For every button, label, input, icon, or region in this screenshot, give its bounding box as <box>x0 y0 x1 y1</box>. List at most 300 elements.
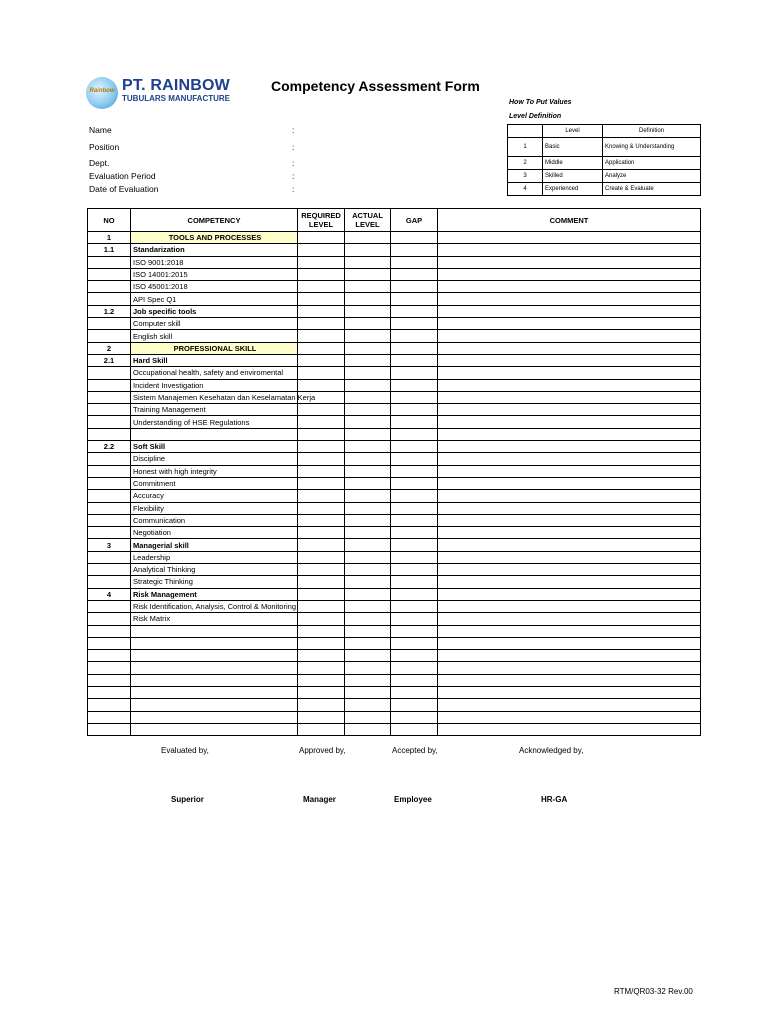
row-number <box>88 576 131 588</box>
name-label: Name <box>89 125 112 135</box>
competency-name <box>131 711 298 723</box>
evaluated-by-label: Evaluated by, <box>161 746 209 755</box>
competency-name: Job specific tools <box>131 305 298 317</box>
level-name: Basic <box>543 138 603 157</box>
required-level-cell[interactable] <box>298 600 345 612</box>
gap-cell[interactable] <box>391 330 438 342</box>
gap-cell[interactable] <box>391 576 438 588</box>
competency-name: Hard Skill <box>131 354 298 366</box>
actual-level-cell[interactable] <box>345 367 391 379</box>
actual-level-cell[interactable] <box>345 391 391 403</box>
actual-level-cell[interactable] <box>345 662 391 674</box>
competency-row <box>88 686 701 698</box>
required-level-cell[interactable] <box>298 588 345 600</box>
comment-cell[interactable] <box>438 293 701 305</box>
actual-level-cell[interactable] <box>345 490 391 502</box>
actual-level-cell[interactable] <box>345 416 391 428</box>
competency-name: API Spec Q1 <box>131 293 298 305</box>
comment-cell[interactable] <box>438 699 701 711</box>
actual-level-cell[interactable] <box>345 232 391 244</box>
required-level-cell[interactable] <box>298 539 345 551</box>
required-level-cell[interactable] <box>298 244 345 256</box>
competency-name: Commitment <box>131 477 298 489</box>
row-number <box>88 674 131 686</box>
actual-level-cell[interactable] <box>345 354 391 366</box>
date-of-evaluation-field[interactable]: : <box>292 184 295 194</box>
competency-row <box>88 244 701 256</box>
required-level-cell[interactable] <box>298 367 345 379</box>
comment-cell[interactable] <box>438 674 701 686</box>
competency-row <box>88 514 701 526</box>
competency-row <box>88 453 701 465</box>
required-level-cell[interactable] <box>298 404 345 416</box>
comment-cell[interactable] <box>438 600 701 612</box>
competency-name: Risk Management <box>131 588 298 600</box>
level-row <box>508 170 701 183</box>
gap-cell[interactable] <box>391 613 438 625</box>
comment-cell[interactable] <box>438 342 701 354</box>
required-level-cell[interactable] <box>298 490 345 502</box>
actual-level-cell[interactable] <box>345 686 391 698</box>
level-header: Level <box>543 125 603 138</box>
competency-row <box>88 354 701 366</box>
competency-name: Discipline <box>131 453 298 465</box>
comment-cell[interactable] <box>438 453 701 465</box>
actual-level-cell[interactable] <box>345 268 391 280</box>
competency-row <box>88 662 701 674</box>
rainbow-emblem-icon <box>86 77 118 109</box>
row-number <box>88 711 131 723</box>
row-number <box>88 686 131 698</box>
comment-cell[interactable] <box>438 686 701 698</box>
competency-name: Risk Matrix <box>131 613 298 625</box>
no-header: NO <box>88 209 131 232</box>
level-name: Experienced <box>543 183 603 196</box>
document-code: RTM/QR03-32 Rev.00 <box>614 987 693 996</box>
actual-level-cell[interactable] <box>345 674 391 686</box>
row-number <box>88 367 131 379</box>
actual-level-cell[interactable] <box>345 342 391 354</box>
required-level-cell[interactable] <box>298 330 345 342</box>
actual-level-cell[interactable] <box>345 625 391 637</box>
level-definition: Knowing & Understanding <box>603 138 701 157</box>
competency-row <box>88 404 701 416</box>
comment-cell[interactable] <box>438 637 701 649</box>
required-level-cell[interactable] <box>298 711 345 723</box>
competency-row <box>88 305 701 317</box>
superior-signature: Superior <box>171 795 204 804</box>
actual-level-cell[interactable] <box>345 281 391 293</box>
row-number: 4 <box>88 588 131 600</box>
emblem-text: Rainbow <box>89 88 115 94</box>
comment-cell[interactable] <box>438 379 701 391</box>
required-level-cell[interactable] <box>298 674 345 686</box>
comment-cell[interactable] <box>438 551 701 563</box>
comment-cell[interactable] <box>438 588 701 600</box>
comment-cell[interactable] <box>438 625 701 637</box>
form-title: Competency Assessment Form <box>271 78 480 94</box>
comment-cell[interactable] <box>438 490 701 502</box>
competency-row <box>88 711 701 723</box>
actual-level-cell[interactable] <box>345 551 391 563</box>
actual-level-cell[interactable] <box>345 330 391 342</box>
required-level-cell[interactable] <box>298 354 345 366</box>
gap-cell[interactable] <box>391 674 438 686</box>
required-level-cell[interactable] <box>298 268 345 280</box>
required-level-cell[interactable] <box>298 576 345 588</box>
required-level-cell[interactable] <box>298 527 345 539</box>
competency-name: Leadership <box>131 551 298 563</box>
company-name: PT. RAINBOW <box>122 77 230 94</box>
competency-row <box>88 502 701 514</box>
date-of-evaluation-label: Date of Evaluation <box>89 184 159 194</box>
row-number <box>88 453 131 465</box>
dept-label: Dept. <box>89 158 110 168</box>
actual-level-cell[interactable] <box>345 564 391 576</box>
required-level-cell[interactable] <box>298 613 345 625</box>
gap-cell[interactable] <box>391 293 438 305</box>
company-subtitle: TUBULARS MANUFACTURE <box>122 94 230 103</box>
comment-cell[interactable] <box>438 723 701 735</box>
comment-cell[interactable] <box>438 354 701 366</box>
actual-level-cell[interactable] <box>345 514 391 526</box>
competency-row <box>88 699 701 711</box>
competency-row <box>88 600 701 612</box>
required-level-cell[interactable] <box>298 256 345 268</box>
actual-level-cell[interactable] <box>345 404 391 416</box>
comment-cell[interactable] <box>438 564 701 576</box>
required-level-label: LEVEL <box>308 220 334 229</box>
gap-cell[interactable] <box>391 490 438 502</box>
required-level-cell[interactable] <box>298 281 345 293</box>
comment-cell[interactable] <box>438 613 701 625</box>
required-level-cell[interactable] <box>298 551 345 563</box>
row-number <box>88 330 131 342</box>
required-level-cell[interactable] <box>298 637 345 649</box>
gap-cell[interactable] <box>391 318 438 330</box>
required-level-cell[interactable] <box>298 686 345 698</box>
row-number <box>88 428 131 440</box>
competency-row <box>88 318 701 330</box>
competency-name: Computer skill <box>131 318 298 330</box>
competency-name: Training Management <box>131 404 298 416</box>
gap-cell[interactable] <box>391 256 438 268</box>
gap-cell[interactable] <box>391 453 438 465</box>
competency-name <box>131 662 298 674</box>
required-level-cell[interactable] <box>298 305 345 317</box>
actual-level-cell[interactable] <box>345 453 391 465</box>
row-number <box>88 699 131 711</box>
competency-name: Strategic Thinking <box>131 576 298 588</box>
gap-cell[interactable] <box>391 465 438 477</box>
row-number: 2 <box>88 342 131 354</box>
gap-cell[interactable] <box>391 502 438 514</box>
row-number <box>88 318 131 330</box>
comment-cell[interactable] <box>438 305 701 317</box>
required-level-cell[interactable] <box>298 416 345 428</box>
level-definition: Application <box>603 157 701 170</box>
required-level-cell[interactable] <box>298 465 345 477</box>
competency-name <box>131 723 298 735</box>
hr-ga-signature: HR-GA <box>541 795 568 804</box>
comment-cell[interactable] <box>438 711 701 723</box>
competency-name: Communication <box>131 514 298 526</box>
section-heading: PROFESSIONAL SKILL <box>131 342 298 354</box>
competency-name <box>131 637 298 649</box>
actual-level-cell[interactable] <box>345 699 391 711</box>
competency-row <box>88 256 701 268</box>
dept-field[interactable]: : <box>292 158 295 168</box>
required-level-cell[interactable] <box>298 441 345 453</box>
required-label: REQUIRED <box>301 211 341 220</box>
comment-cell[interactable] <box>438 268 701 280</box>
competency-name: Analytical Thinking <box>131 564 298 576</box>
position-label: Position <box>89 142 120 152</box>
row-number <box>88 502 131 514</box>
comment-cell[interactable] <box>438 318 701 330</box>
competency-row <box>88 551 701 563</box>
competency-name: Risk Identification, Analysis, Control & Monitoring <box>131 600 298 612</box>
row-number <box>88 465 131 477</box>
gap-cell[interactable] <box>391 232 438 244</box>
gap-cell[interactable] <box>391 650 438 662</box>
actual-level-cell[interactable] <box>345 244 391 256</box>
competency-table <box>87 208 701 736</box>
evaluation-period-field[interactable]: : <box>292 171 295 181</box>
competency-name: Understanding of HSE Regulations <box>131 416 298 428</box>
competency-row <box>88 490 701 502</box>
required-level-cell[interactable] <box>298 379 345 391</box>
required-level-header <box>298 209 345 232</box>
actual-label: ACTUAL <box>352 211 383 220</box>
level-num: 1 <box>508 138 543 157</box>
level-table-header <box>508 125 701 138</box>
gap-cell[interactable] <box>391 723 438 735</box>
comment-cell[interactable] <box>438 662 701 674</box>
row-number <box>88 379 131 391</box>
actual-level-cell[interactable] <box>345 465 391 477</box>
row-number <box>88 281 131 293</box>
required-level-cell[interactable] <box>298 502 345 514</box>
competency-row <box>88 367 701 379</box>
comment-cell[interactable] <box>438 514 701 526</box>
row-number: 3 <box>88 539 131 551</box>
competency-row <box>88 527 701 539</box>
actual-level-cell[interactable] <box>345 650 391 662</box>
competency-name: Sistem Manajemen Kesehatan dan Keselamatan Kerja <box>131 391 298 403</box>
required-level-cell[interactable] <box>298 453 345 465</box>
level-name: Skilled <box>543 170 603 183</box>
actual-level-cell[interactable] <box>345 723 391 735</box>
name-field[interactable]: : <box>292 125 295 135</box>
comment-cell[interactable] <box>438 404 701 416</box>
competency-name: Flexibility <box>131 502 298 514</box>
comment-cell[interactable] <box>438 281 701 293</box>
gap-cell[interactable] <box>391 342 438 354</box>
gap-cell[interactable] <box>391 514 438 526</box>
competency-row <box>88 293 701 305</box>
competency-row <box>88 477 701 489</box>
competency-name: Soft Skill <box>131 441 298 453</box>
level-definition-label: Level Definition <box>509 113 562 120</box>
row-number <box>88 564 131 576</box>
level-definition: Analyze <box>603 170 701 183</box>
row-number <box>88 625 131 637</box>
actual-level-cell[interactable] <box>345 441 391 453</box>
required-level-cell[interactable] <box>298 428 345 440</box>
gap-cell[interactable] <box>391 379 438 391</box>
comment-cell[interactable] <box>438 232 701 244</box>
actual-level-cell[interactable] <box>345 576 391 588</box>
gap-cell[interactable] <box>391 600 438 612</box>
gap-cell[interactable] <box>391 404 438 416</box>
gap-cell[interactable] <box>391 711 438 723</box>
comment-cell[interactable] <box>438 465 701 477</box>
comment-cell[interactable] <box>438 416 701 428</box>
gap-cell[interactable] <box>391 564 438 576</box>
required-level-cell[interactable] <box>298 723 345 735</box>
row-number <box>88 293 131 305</box>
row-number <box>88 477 131 489</box>
gap-cell[interactable] <box>391 305 438 317</box>
comment-cell[interactable] <box>438 367 701 379</box>
gap-cell[interactable] <box>391 539 438 551</box>
row-number <box>88 723 131 735</box>
level-definition-table <box>507 124 701 196</box>
how-to-label: How To Put Values <box>509 99 572 106</box>
gap-cell[interactable] <box>391 662 438 674</box>
actual-level-cell[interactable] <box>345 379 391 391</box>
actual-level-cell[interactable] <box>345 305 391 317</box>
gap-cell[interactable] <box>391 637 438 649</box>
required-level-cell[interactable] <box>298 662 345 674</box>
company-logo <box>86 77 246 109</box>
comment-cell[interactable] <box>438 244 701 256</box>
position-field[interactable]: : <box>292 142 295 152</box>
comment-cell[interactable] <box>438 576 701 588</box>
row-number <box>88 404 131 416</box>
competency-name: Negotiation <box>131 527 298 539</box>
competency-name: Honest with high integrity <box>131 465 298 477</box>
actual-level-cell[interactable] <box>345 428 391 440</box>
comment-cell[interactable] <box>438 502 701 514</box>
required-level-cell[interactable] <box>298 477 345 489</box>
level-num-header <box>508 125 543 138</box>
gap-cell[interactable] <box>391 428 438 440</box>
row-number <box>88 256 131 268</box>
actual-level-cell[interactable] <box>345 637 391 649</box>
row-number: 2.2 <box>88 441 131 453</box>
actual-level-cell[interactable] <box>345 539 391 551</box>
actual-level-cell[interactable] <box>345 711 391 723</box>
gap-header: GAP <box>391 209 438 232</box>
gap-cell[interactable] <box>391 477 438 489</box>
gap-cell[interactable] <box>391 699 438 711</box>
level-row <box>508 138 701 157</box>
required-level-cell[interactable] <box>298 232 345 244</box>
row-number: 1 <box>88 232 131 244</box>
required-level-cell[interactable] <box>298 650 345 662</box>
competency-row <box>88 539 701 551</box>
gap-cell[interactable] <box>391 686 438 698</box>
required-level-cell[interactable] <box>298 318 345 330</box>
gap-cell[interactable] <box>391 625 438 637</box>
gap-cell[interactable] <box>391 367 438 379</box>
comment-cell[interactable] <box>438 428 701 440</box>
required-level-cell[interactable] <box>298 293 345 305</box>
competency-name: Managerial skill <box>131 539 298 551</box>
row-number: 2.1 <box>88 354 131 366</box>
gap-cell[interactable] <box>391 527 438 539</box>
competency-row <box>88 428 701 440</box>
gap-cell[interactable] <box>391 391 438 403</box>
gap-cell[interactable] <box>391 416 438 428</box>
required-level-cell[interactable] <box>298 342 345 354</box>
gap-cell[interactable] <box>391 551 438 563</box>
actual-level-cell[interactable] <box>345 318 391 330</box>
gap-cell[interactable] <box>391 588 438 600</box>
actual-level-cell[interactable] <box>345 256 391 268</box>
required-level-cell[interactable] <box>298 564 345 576</box>
comment-cell[interactable] <box>438 330 701 342</box>
gap-cell[interactable] <box>391 244 438 256</box>
actual-level-cell[interactable] <box>345 293 391 305</box>
comment-cell[interactable] <box>438 527 701 539</box>
gap-cell[interactable] <box>391 354 438 366</box>
actual-level-header <box>345 209 391 232</box>
comment-cell[interactable] <box>438 256 701 268</box>
competency-name <box>131 686 298 698</box>
comment-cell[interactable] <box>438 441 701 453</box>
comment-cell[interactable] <box>438 391 701 403</box>
required-level-cell[interactable] <box>298 699 345 711</box>
competency-row <box>88 637 701 649</box>
accepted-by-label: Accepted by, <box>392 746 438 755</box>
competency-header: COMPETENCY <box>131 209 298 232</box>
competency-name: Incident Investigation <box>131 379 298 391</box>
gap-cell[interactable] <box>391 268 438 280</box>
comment-header: COMMENT <box>438 209 701 232</box>
actual-level-cell[interactable] <box>345 527 391 539</box>
level-num: 3 <box>508 170 543 183</box>
row-number <box>88 514 131 526</box>
section-heading: TOOLS AND PROCESSES <box>131 232 298 244</box>
comment-cell[interactable] <box>438 539 701 551</box>
gap-cell[interactable] <box>391 281 438 293</box>
competency-name: ISO 45001:2018 <box>131 281 298 293</box>
required-level-cell[interactable] <box>298 625 345 637</box>
actual-level-cell[interactable] <box>345 613 391 625</box>
acknowledged-by-label: Acknowledged by, <box>519 746 584 755</box>
required-level-cell[interactable] <box>298 514 345 526</box>
competency-row <box>88 330 701 342</box>
definition-header: Definition <box>603 125 701 138</box>
comment-cell[interactable] <box>438 477 701 489</box>
evaluation-period-label: Evaluation Period <box>89 171 156 181</box>
competency-name: Standarization <box>131 244 298 256</box>
level-num: 2 <box>508 157 543 170</box>
competency-row <box>88 576 701 588</box>
competency-row <box>88 625 701 637</box>
actual-level-cell[interactable] <box>345 477 391 489</box>
actual-level-cell[interactable] <box>345 600 391 612</box>
gap-cell[interactable] <box>391 441 438 453</box>
comment-cell[interactable] <box>438 650 701 662</box>
actual-level-cell[interactable] <box>345 588 391 600</box>
row-number <box>88 613 131 625</box>
actual-level-cell[interactable] <box>345 502 391 514</box>
competency-table-header <box>88 209 701 232</box>
